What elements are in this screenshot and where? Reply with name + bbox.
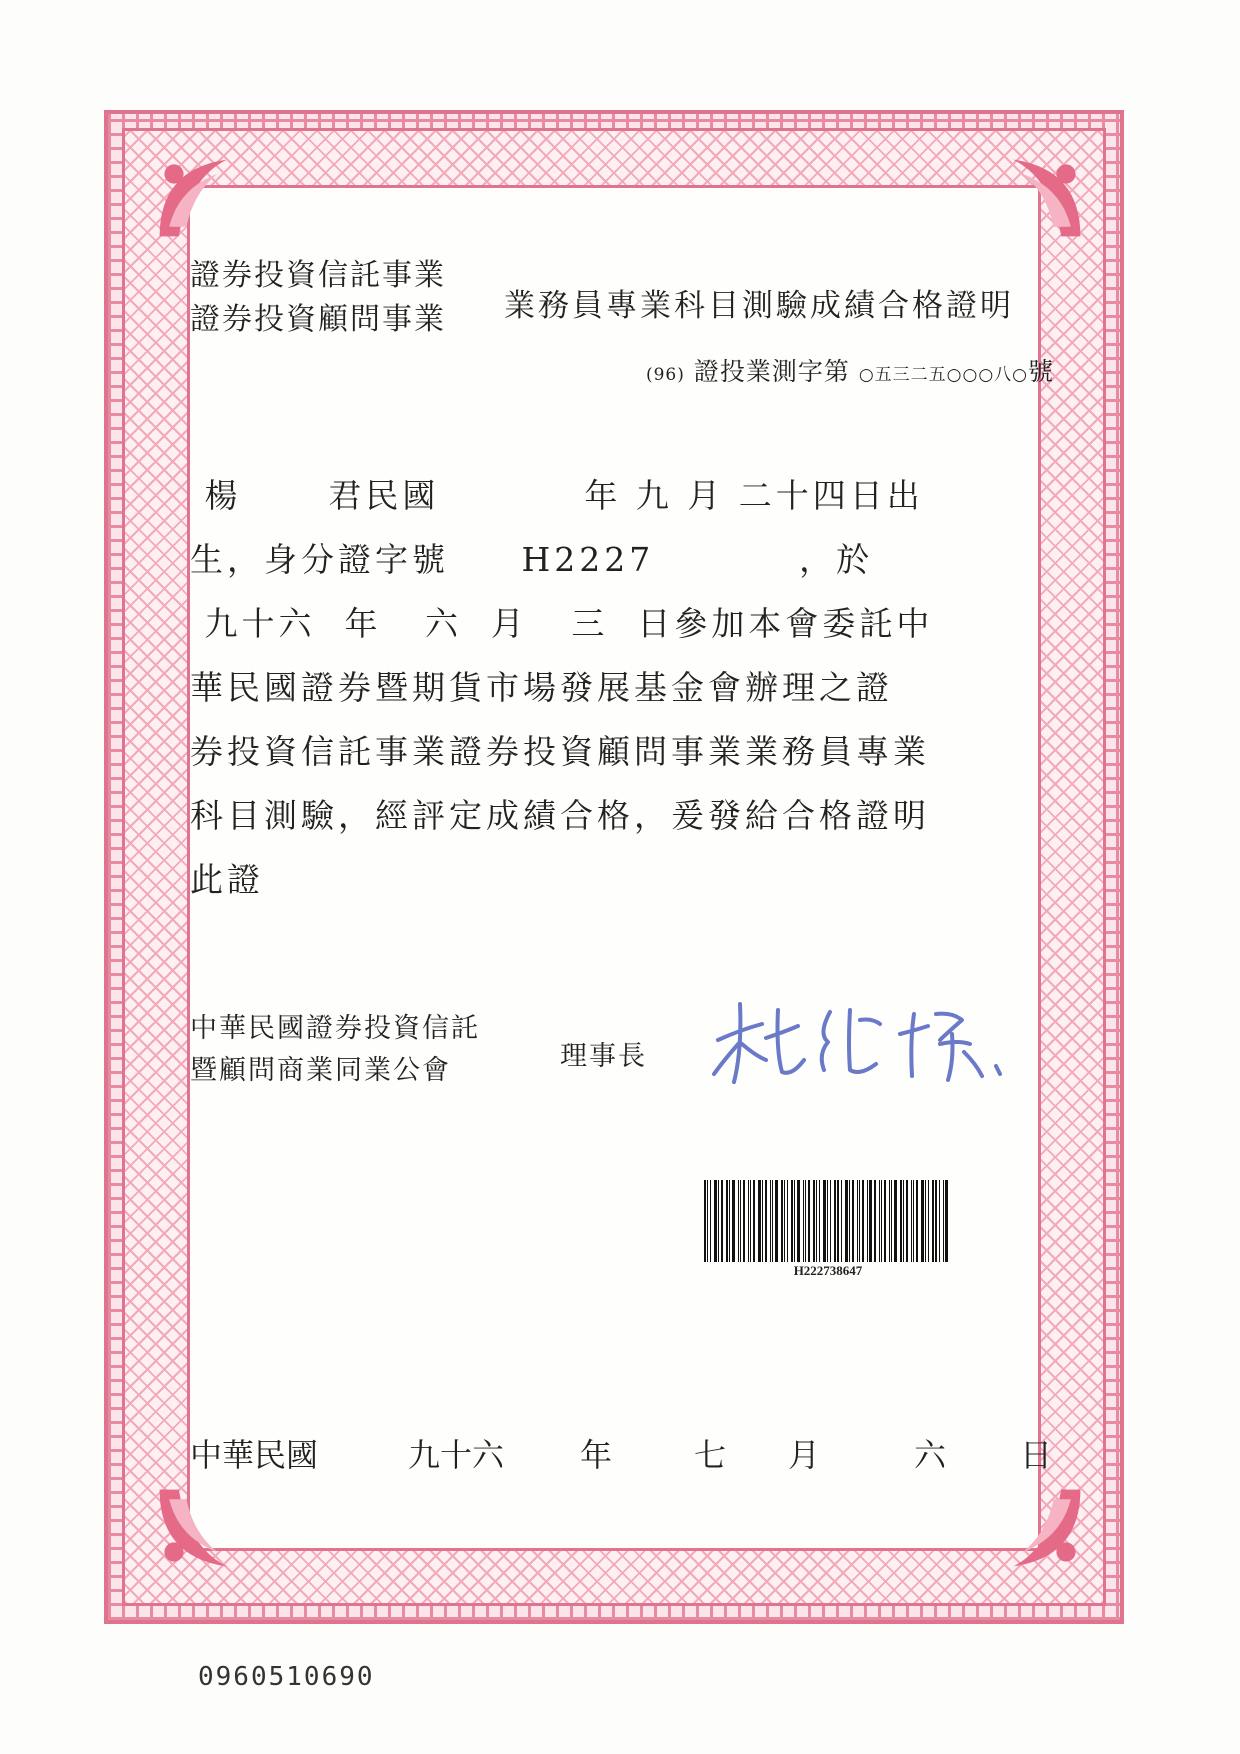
document-number-value: ○五三二五○○○八○ [858, 365, 1028, 385]
barcode-bar [803, 1180, 804, 1262]
body-line: 九十六 年 六 月 三 日參加本會委託中 [190, 604, 934, 643]
barcode-bar [805, 1180, 806, 1262]
barcode-bar [721, 1180, 723, 1262]
document-number-suffix: 號 [1027, 357, 1054, 386]
barcode-bar [945, 1180, 948, 1262]
barcode-bar [750, 1180, 751, 1262]
barcode-bar [881, 1180, 882, 1262]
barcode-bar [813, 1180, 815, 1262]
chairman-label: 理事長 [560, 1041, 647, 1072]
barcode-bar [869, 1180, 872, 1262]
barcode-bar [921, 1180, 924, 1262]
corner-ornament-bottom-right-icon [994, 1480, 1090, 1576]
barcode-bar [762, 1180, 763, 1262]
document-number-text: 證投業測字第 [693, 357, 850, 386]
barcode-bar [837, 1180, 839, 1262]
issuer-organization [190, 1008, 480, 1092]
barcode-bar [808, 1180, 810, 1262]
barcode-bar [718, 1180, 719, 1262]
barcode-bar [845, 1180, 848, 1262]
barcode-bar [710, 1180, 711, 1262]
barcode-bar [726, 1180, 728, 1262]
barcode-bar [911, 1180, 912, 1262]
barcode-bars [704, 1180, 952, 1262]
barcode-bar [932, 1180, 934, 1262]
body-line: 華民國證券暨期貨市場發展基金會辦理之證 [190, 668, 893, 707]
barcode-bar [859, 1180, 860, 1262]
barcode-bar [841, 1180, 842, 1262]
barcode-bar [758, 1180, 761, 1262]
barcode-bar [913, 1180, 914, 1262]
barcode-bar [794, 1180, 795, 1262]
barcode-bar [928, 1180, 929, 1262]
barcode-bar [765, 1180, 767, 1262]
barcode-bar [894, 1180, 897, 1262]
date-day-label: 日 [1020, 1436, 1053, 1474]
barcode-bar [925, 1180, 926, 1262]
barcode-bar [753, 1180, 755, 1262]
corner-ornament-top-right-icon [994, 150, 1090, 246]
certificate-body [190, 464, 1050, 912]
barcode-bar [738, 1180, 739, 1262]
body-line: 楊 君民國 年 九 月 二十四日出 [190, 476, 924, 515]
barcode-bar [732, 1180, 735, 1262]
barcode-bar [849, 1180, 850, 1262]
barcode-bar [903, 1180, 904, 1262]
body-line: 此證 [190, 860, 264, 899]
certificate-title: 業務員專業科目測驗成績合格證明 [504, 288, 1014, 324]
barcode-bar [816, 1180, 817, 1262]
header-org-line1: 證券投資信託事業 [190, 258, 446, 293]
barcode-bar [916, 1180, 918, 1262]
barcode-bar [889, 1180, 890, 1262]
header-organization [190, 254, 446, 342]
barcode-bar [797, 1180, 800, 1262]
barcode-bar [900, 1180, 902, 1262]
barcode-bar [770, 1180, 771, 1262]
barcode-bar [830, 1180, 831, 1262]
barcode-bar [823, 1180, 826, 1262]
corner-ornament-bottom-left-icon [150, 1480, 246, 1576]
barcode-bar [884, 1180, 886, 1262]
barcode-bar [791, 1180, 793, 1262]
barcode-bar [891, 1180, 892, 1262]
serial-number: 0960510690 [198, 1662, 375, 1692]
document-number-prefix: (96) [645, 365, 685, 385]
barcode [704, 1180, 952, 1280]
date-year-label: 年 [580, 1436, 613, 1474]
barcode-bar [743, 1180, 745, 1262]
barcode-bar [775, 1180, 778, 1262]
barcode-bar [857, 1180, 858, 1262]
issuer-line2: 暨顧問商業同業公會 [190, 1055, 451, 1086]
barcode-bar [748, 1180, 749, 1262]
barcode-bar [852, 1180, 854, 1262]
barcode-bar [834, 1180, 836, 1262]
body-line: 科目測驗，經評定成績合格，爰發給合格證明 [190, 796, 930, 835]
barcode-bar [827, 1180, 828, 1262]
barcode-bar [772, 1180, 773, 1262]
body-line: 生，身分證字號 H2227 ，於 [190, 540, 874, 579]
barcode-bar [781, 1180, 783, 1262]
barcode-bar [819, 1180, 820, 1262]
barcode-bar [729, 1180, 730, 1262]
barcode-bar [867, 1180, 868, 1262]
issue-date [190, 1430, 1053, 1474]
barcode-bar [740, 1180, 741, 1262]
barcode-bar [943, 1180, 944, 1262]
document-number [646, 352, 1054, 388]
barcode-bar [935, 1180, 937, 1262]
date-month: 七 [694, 1436, 727, 1474]
issuer-line1: 中華民國證券投資信託 [190, 1013, 480, 1044]
corner-ornament-top-left-icon [150, 150, 246, 246]
date-month-label: 月 [788, 1436, 821, 1474]
barcode-bar [874, 1180, 876, 1262]
barcode-code: H222738647 [793, 1263, 863, 1278]
barcode-bar [906, 1180, 908, 1262]
date-year: 九十六 [408, 1436, 505, 1474]
barcode-bar [707, 1180, 708, 1262]
barcode-bar [714, 1180, 717, 1262]
barcode-bar [862, 1180, 864, 1262]
barcode-bar [784, 1180, 785, 1262]
handwritten-signature [700, 990, 1020, 1100]
barcode-bar [704, 1180, 706, 1262]
date-day: 六 [914, 1436, 947, 1474]
date-era: 中華民國 [190, 1436, 319, 1474]
header-org-line2: 證券投資顧問事業 [190, 302, 446, 337]
body-line: 券投資信託事業證券投資顧問事業業務員專業 [190, 732, 930, 771]
barcode-bar [787, 1180, 788, 1262]
barcode-bar [939, 1180, 940, 1262]
barcode-bar [879, 1180, 880, 1262]
